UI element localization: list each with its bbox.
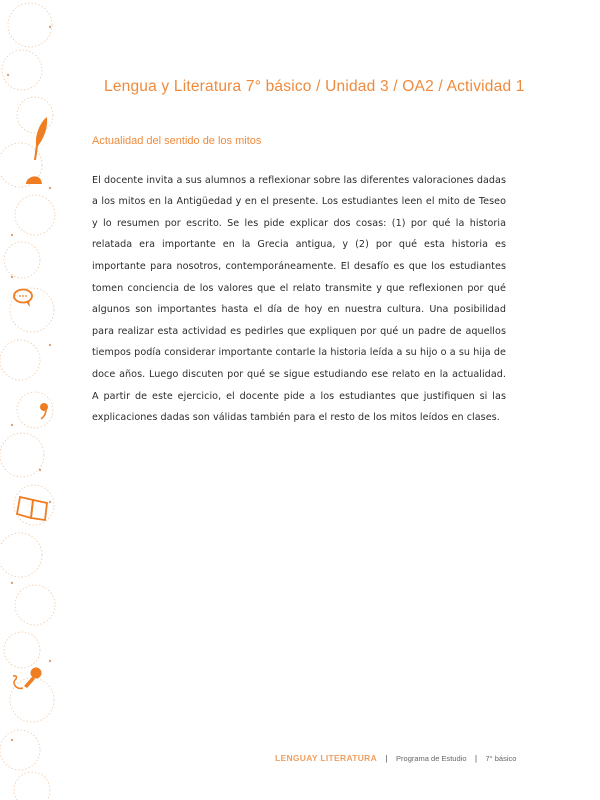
footer-brand: LENGUAY LITERATURA — [275, 753, 378, 763]
helmet-icon — [26, 176, 42, 184]
speech-bubble-icon — [14, 290, 32, 308]
footer-grade: 7° básico — [485, 754, 517, 763]
footer-separator: | — [385, 753, 388, 763]
page-title: Lengua y Literatura 7° básico / Unidad 3 / OA2 / Actividad 1 — [104, 78, 525, 95]
quill-icon — [34, 117, 47, 160]
section-heading: Actualidad del sentido de los mitos — [92, 135, 262, 147]
footer-separator: | — [474, 753, 478, 763]
comma-icon — [40, 403, 48, 419]
microphone-icon — [13, 668, 42, 689]
page-footer — [275, 753, 516, 763]
footer-program: Programa de Estudio — [396, 754, 467, 763]
open-book-icon — [17, 497, 47, 520]
activity-description: El docente invita a sus alumnos a reflexionar sobre las diferentes valoraciones dadas a los mitos en la Antigüedad y en el presente. Los estudiantes leen el mito de Teseo y lo resumen por escrito. Se les pide explicar dos cosas: (1) por qué la historia relatada era importante en la Grecia antigua, y (2) por qué esta historia es importante para nosotros, contemporáneamente. El desafío es que los estudiantes tomen conciencia de los valores que el relato transmite y que reflexionen por qué algunos son importantes hasta el día de hoy en nuestra cultura. Una posibilidad para realizar esta actividad es pedirles que expliquen por qué un padre de aquellos tiempos podía considerar importante contarle la historia leída a su hijo o a su hija de doce años. Luego discuten por qué se sigue estudiando ese relato en la actualidad. A partir de este ejercicio, el docente pide a los estudiantes que justifiquen si las explicaciones dadas son válidas también para el resto de los mitos leídos en clases. — [92, 174, 506, 424]
decorative-side-border — [0, 0, 62, 800]
